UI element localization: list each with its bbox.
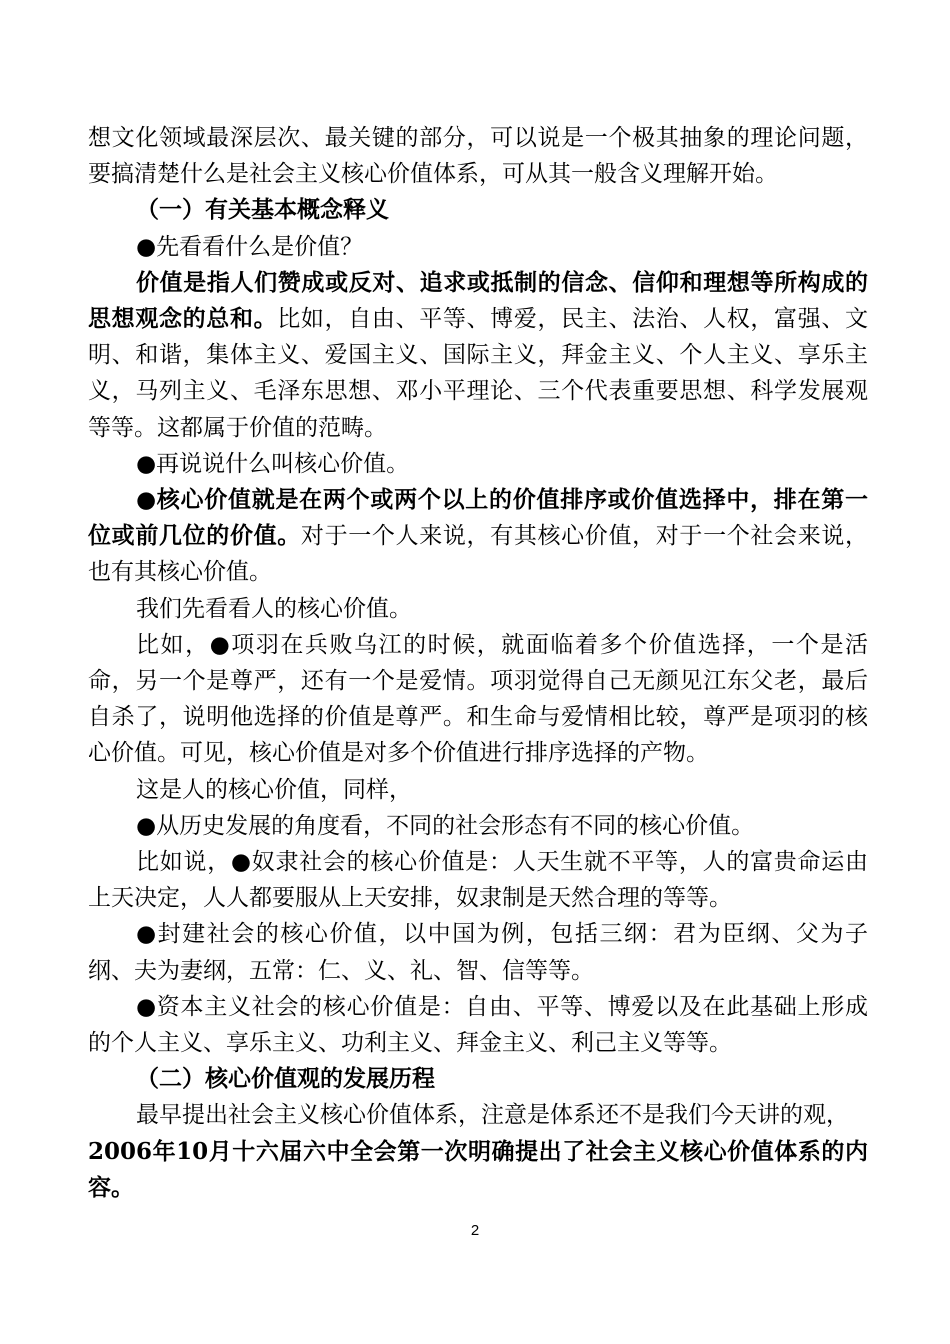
paragraph-person-core-value: 我们先看看人的核心价值。 bbox=[136, 595, 412, 622]
document-body bbox=[88, 120, 868, 1206]
core-value-definition-rest: 对于一个人来说，有其核心价值，对于一个社会来说，也有其核心价值。 bbox=[88, 523, 868, 586]
value-definition-examples: 比如，自由、平等、博爱，民主、法治、人权，富强、文明、和谐，集体主义、爱国主义、国际主义，拜金主义、个人主义、享乐主义，马列主义、毛泽东思想、邓小平理论、三个代表重要思想、科学发展观等等。这都属于价值的范畴。 bbox=[88, 306, 868, 441]
paragraph-likewise: 这是人的核心价值，同样， bbox=[136, 776, 412, 803]
paragraph-capitalist-society: ●资本主义社会的核心价值是：自由、平等、博爱以及在此基础上形成的个人主义、享乐主义、功利主义、拜金主义、利己主义等等。 bbox=[88, 993, 868, 1057]
paragraph-intro: 想文化领域最深层次、最关键的部分，可以说是一个极其抽象的理论问题，要搞清楚什么是社会主义核心价值体系，可从其一般含义理解开始。 bbox=[88, 125, 868, 188]
paragraph-2006-plenum: 2006年10月十六届六中全会第一次明确提出了社会主义核心价值体系的内容。 bbox=[88, 1137, 868, 1201]
paragraph-core-value-question: ●再说说什么叫核心价值。 bbox=[136, 450, 410, 477]
section-heading-2: （二）核心价值观的发展历程 bbox=[136, 1065, 435, 1093]
paragraph-core-value-definition bbox=[88, 482, 868, 591]
page-number: 2 bbox=[470, 1222, 480, 1239]
paragraph-feudal-society: ●封建社会的核心价值，以中国为例，包括三纲：君为臣纲、父为子纲、夫为妻纲，五常：仁、义、礼、智、信等等。 bbox=[88, 921, 868, 984]
section-heading-1: （一）有关基本概念释义 bbox=[136, 196, 389, 224]
paragraph-xiangyu-example: 比如，●项羽在兵败乌江的时候，就面临着多个价值选择，一个是活命，另一个是尊严，还有一个是爱情。项羽觉得自己无颜见江东父老，最后自杀了，说明他选择的价值是尊严。和生命与爱情相比较，尊严是项羽的核心价值。可见，核心价值是对多个价值进行排序选择的产物。 bbox=[88, 631, 868, 767]
value-definition-bold: 价值是指人们赞成或反对、追求或抵制的信念、信仰和理想等所构成的思想观念的总和。 bbox=[88, 268, 868, 333]
paragraph-first-proposed: 最早提出社会主义核心价值体系，注意是体系还不是我们今天讲的观， bbox=[136, 1102, 849, 1129]
paragraph-slave-society: 比如说，●奴隶社会的核心价值是：人天生就不平等，人的富贵命运由上天决定，人人都要服从上天安排，奴隶制是天然合理的等等。 bbox=[88, 849, 868, 912]
paragraph-value-question: ●先看看什么是价值？ bbox=[136, 233, 364, 260]
core-value-definition-bold: ●核心价值就是在两个或两个以上的价值排序或价值选择中，排在第一位或前几位的价值。 bbox=[88, 486, 868, 550]
paragraph-historical-view: ●从历史发展的角度看，不同的社会形态有不同的核心价值。 bbox=[136, 812, 755, 839]
paragraph-value-definition bbox=[88, 265, 868, 446]
